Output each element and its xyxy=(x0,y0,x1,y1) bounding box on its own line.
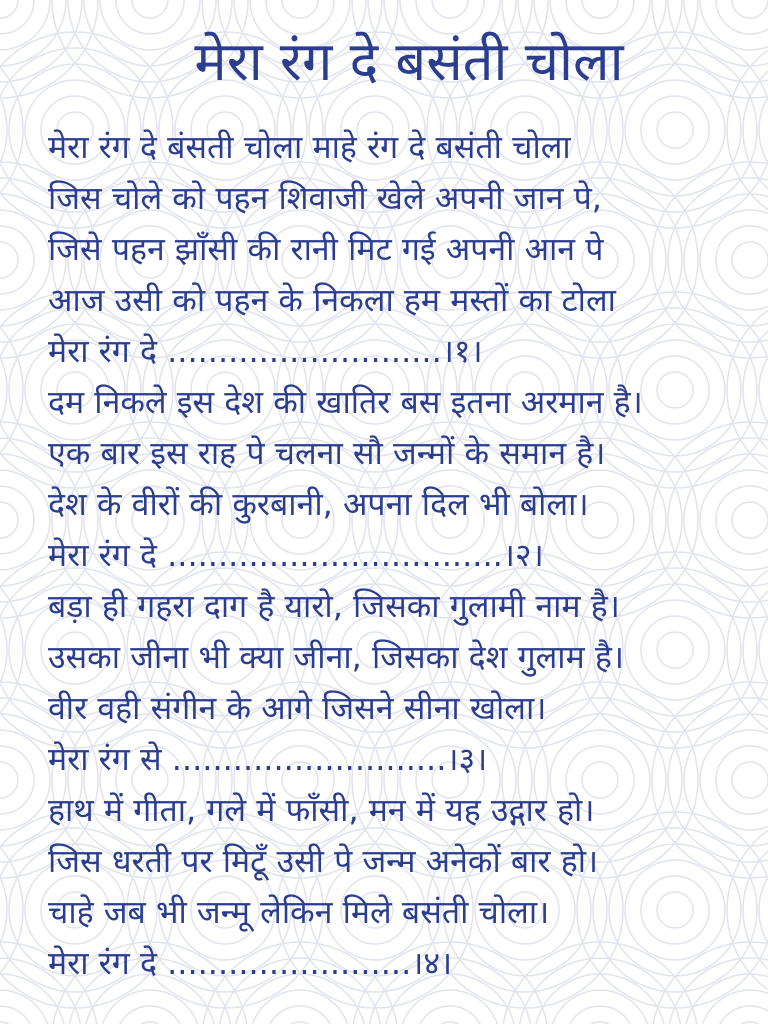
lyric-line: जिसे पहन झाँसी की रानी मिट गई अपनी आन पे xyxy=(48,230,604,268)
lyric-line: मेरा रंग दे बंसती चोला माहे रंग दे बसंती चोला xyxy=(48,128,571,166)
lyric-line: जिस धरती पर मिटूँ उसी पे जन्म अनेकों बार हो। xyxy=(48,842,599,880)
lyric-line: दम निकले इस देश की खातिर बस इतना अरमान है। xyxy=(48,383,643,421)
lyric-line: जिस चोले को पहन शिवाजी खेले अपनी जान पे, xyxy=(48,179,602,217)
lyric-line: आज उसी को पहन के निकला हम मस्तों का टोला xyxy=(48,281,616,319)
lyric-line: हाथ में गीता, गले में फाँसी, मन में यह उद्गार हो। xyxy=(48,791,595,829)
refrain-line: मेरा रंग दे .................................।२। xyxy=(48,536,544,574)
lyric-line: चाहे जब भी जन्मू लेकिन मिले बसंती चोला। xyxy=(48,893,550,931)
refrain-line: मेरा रंग दे ........................।४। xyxy=(48,944,453,982)
lyrics-list xyxy=(48,122,763,989)
refrain-line: मेरा रंग दे ...........................।१। xyxy=(48,332,483,370)
lyric-line: एक बार इस राह पे चलना सौ जन्मों के समान है। xyxy=(48,434,606,472)
lyric-line: उसका जीना भी क्या जीना, जिसका देश गुलाम है। xyxy=(48,638,625,676)
refrain-line: मेरा रंग से ...........................।३। xyxy=(48,740,488,778)
lyric-line: वीर वही संगीन के आगे जिसने सीना खोला। xyxy=(48,689,547,727)
song-title: मेरा रंग दे बसंती चोला xyxy=(194,30,624,93)
lyric-line: बड़ा ही गहरा दाग है यारो, जिसका गुलामी नाम है। xyxy=(48,587,620,625)
lyric-line: देश के वीरों की कुरबानी, अपना दिल भी बोला। xyxy=(48,485,589,523)
